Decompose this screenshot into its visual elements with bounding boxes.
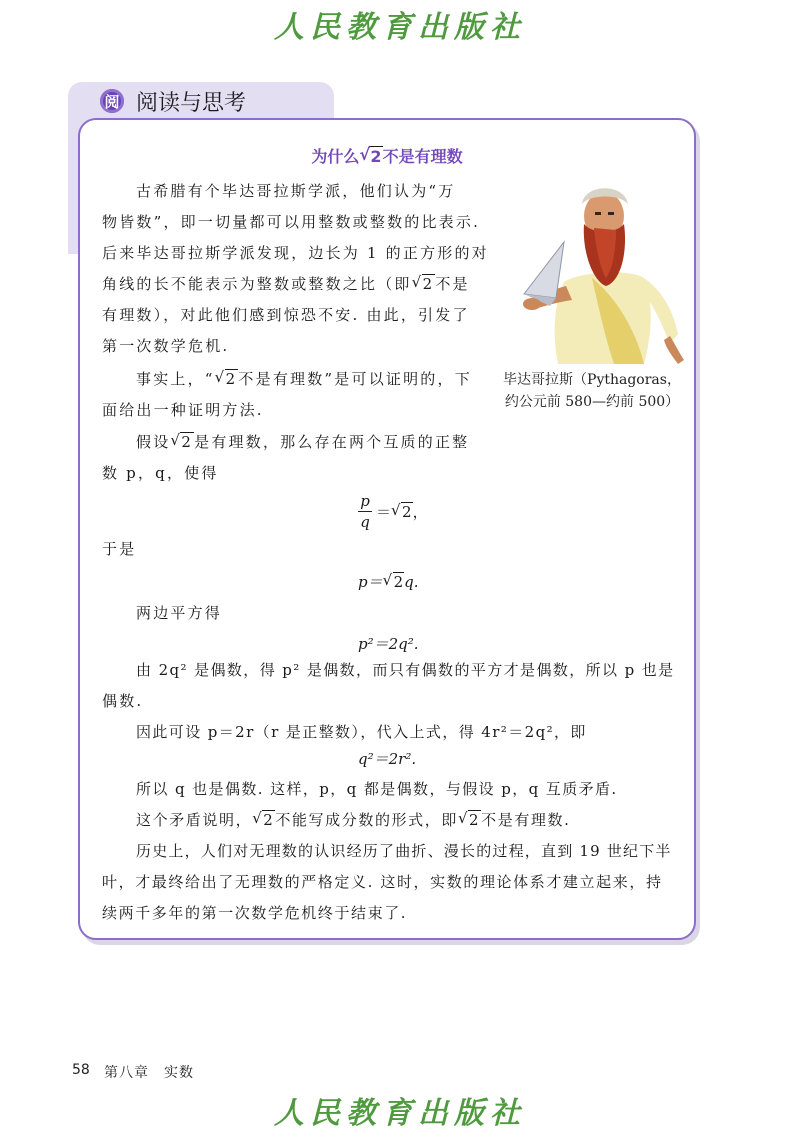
p8-line3: 续两千多年的第一次数学危机终于结束了. <box>102 904 408 922</box>
text-yushi: 于是 <box>102 540 137 558</box>
p5-line1: 因此可设 p＝2r（r 是正整数），代入上式，得 4r²＝2q²，即 <box>136 723 587 741</box>
publisher-logo-bottom: 人民教育出版社 <box>274 1096 526 1131</box>
eq3: p²＝2q². <box>358 635 419 653</box>
eq1-fraction: p q <box>358 492 372 531</box>
box-title: 为什么√ 2不是有理数 <box>80 144 694 167</box>
p1-line1: 古希腊有个毕达哥拉斯学派，他们认为“万 <box>136 182 456 200</box>
p8-line1: 历史上，人们对无理数的认识经历了曲折、漫长的过程，直到 19 世纪下半 <box>136 842 672 860</box>
p1-line6: 第一次数学危机. <box>102 337 230 355</box>
chapter-label: 第八章 实数 <box>104 1065 194 1081</box>
caption-line2: 约公元前 580—约前 500） <box>504 394 680 410</box>
p1-line5: 有理数），对此他们感到惊恐不安. 由此，引发了 <box>102 306 470 324</box>
reading-box <box>78 118 696 940</box>
reading-icon: 阅 <box>100 89 124 113</box>
p1-line2: 物皆数”，即一切量都可以用整数或整数的比表示. <box>102 213 481 231</box>
p1-line3: 后来毕达哥拉斯学派发现，边长为 1 的正方形的对 <box>102 244 489 262</box>
pythagoras-illustration <box>494 174 690 364</box>
page-number: 58 <box>72 1062 90 1078</box>
p8-line2: 叶，才最终给出了无理数的严格定义. 这时，实数的理论体系才建立起来，持 <box>102 873 663 891</box>
eq1-rhs: ＝√ 2， <box>376 503 428 521</box>
p4-line2: 偶数. <box>102 692 144 710</box>
p2-line2: 面给出一种证明方法. <box>102 401 264 419</box>
p2-line1: 事实上，“√ 2不是有理数”是可以证明的，下 <box>136 370 472 388</box>
caption-line1: 毕达哥拉斯（Pythagoras， <box>503 372 681 388</box>
section-title: 阅读与思考 <box>136 90 247 116</box>
p7-line: 这个矛盾说明，√ 2不能写成分数的形式，即√ 2不是有理数. <box>136 811 571 829</box>
text-liangbian: 两边平方得 <box>136 604 223 622</box>
section-header <box>100 86 246 116</box>
p1-line4: 角线的长不能表示为整数或整数之比（即√ 2不是 <box>102 275 470 293</box>
publisher-logo-top: 人民教育出版社 <box>274 10 526 45</box>
p6-line: 所以 q 也是偶数. 这样，p，q 都是偶数，与假设 p，q 互质矛盾. <box>136 780 618 798</box>
eq4: q²＝2r². <box>358 750 417 768</box>
p3-line1: 假设√ 2是有理数，那么存在两个互质的正整 <box>136 433 469 451</box>
p3-line2: 数 p，q，使得 <box>102 464 219 482</box>
p4-line1: 由 2q² 是偶数，得 p² 是偶数，而只有偶数的平方才是偶数，所以 p 也是 <box>136 661 675 679</box>
eq2: p＝√ 2q. <box>358 573 419 591</box>
